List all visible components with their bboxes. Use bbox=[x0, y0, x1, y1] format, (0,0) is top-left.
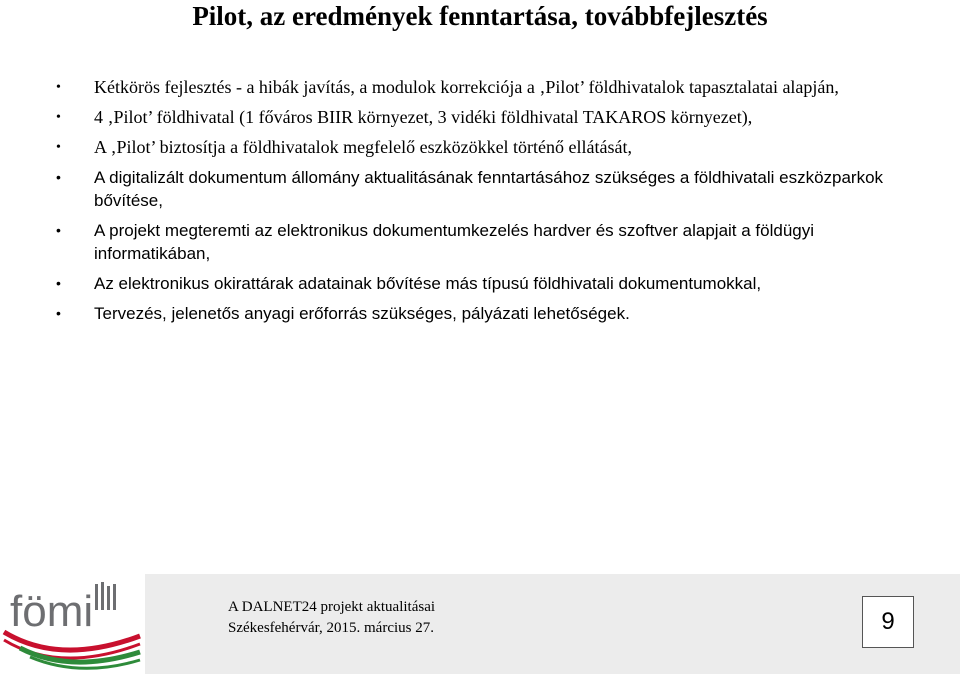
bullet-list bbox=[40, 76, 920, 332]
footer-text bbox=[228, 597, 435, 639]
bullet-text: A projekt megteremti az elektronikus dokumentumkezelés hardver és szoftver alapjait a földügyi informatikában, bbox=[94, 221, 815, 263]
bullet-icon: • bbox=[56, 110, 61, 125]
bullet-item bbox=[40, 302, 920, 325]
bullet-item bbox=[40, 106, 920, 129]
bullet-icon: • bbox=[56, 169, 61, 185]
fomi-logo bbox=[0, 574, 145, 674]
logo-wordmark: fömi bbox=[10, 587, 94, 636]
bullet-item bbox=[40, 76, 920, 99]
fomi-logo-icon bbox=[0, 574, 145, 674]
bullet-item bbox=[40, 272, 920, 295]
bullet-icon: • bbox=[56, 275, 61, 291]
bullet-icon: • bbox=[56, 80, 61, 95]
bullet-text: 4 ‚Pilot’ földhivatal (1 főváros BIIR környezet, 3 vidéki földhivatal TAKAROS környezet), bbox=[94, 107, 753, 127]
bullet-text: Kétkörös fejlesztés - a hibák javítás, a modulok korrekciója a ‚Pilot’ földhivatalok tapasztalatai alapján, bbox=[94, 77, 839, 97]
footer-place-date: Székesfehérvár, 2015. március 27. bbox=[228, 620, 434, 636]
bullet-item bbox=[40, 219, 920, 265]
footer-project-title: A DALNET24 projekt aktualitásai bbox=[228, 599, 436, 615]
bullet-text: Az elektronikus okirattárak adatainak bővítése más típusú földhivatali dokumentumokkal, bbox=[94, 274, 762, 293]
slide-title: Pilot, az eredmények fenntartása, továbbfejlesztés bbox=[192, 1, 768, 31]
bullet-item bbox=[40, 136, 920, 159]
bullet-item bbox=[40, 166, 920, 212]
bullet-icon: • bbox=[56, 140, 61, 155]
bullet-text: A digitalizált dokumentum állomány aktualitásának fenntartásához szükséges a földhivatali eszközparkok bővítése, bbox=[94, 168, 884, 210]
bullet-icon: • bbox=[56, 222, 61, 238]
slide-footer bbox=[0, 574, 960, 674]
page-number: 9 bbox=[862, 596, 914, 648]
bullet-text: Tervezés, jelenetős anyagi erőforrás szükséges, pályázati lehetőségek. bbox=[94, 304, 630, 323]
bullet-text: A ‚Pilot’ biztosítja a földhivatalok megfelelő eszközökkel történő ellátását, bbox=[94, 137, 633, 157]
bullet-icon: • bbox=[56, 305, 61, 321]
